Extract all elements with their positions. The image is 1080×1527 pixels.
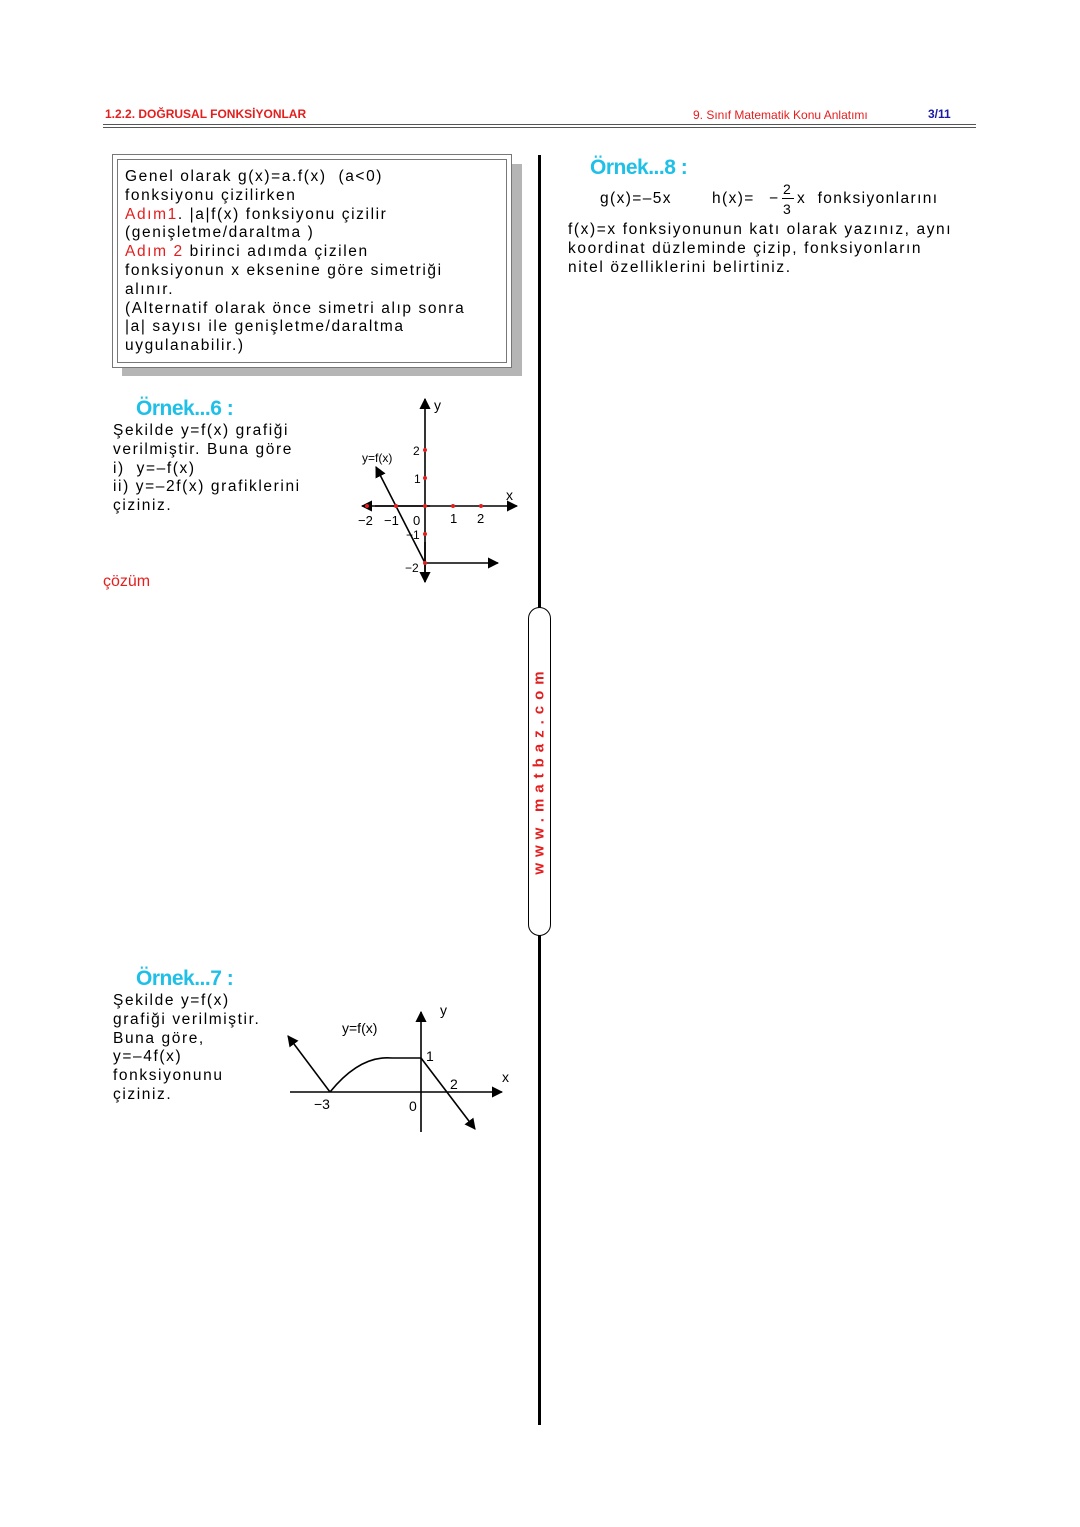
example-6-text (113, 422, 301, 516)
ex8-h-numerator: 2 (783, 181, 791, 197)
ex7-tick: 2 (450, 1076, 458, 1092)
ex6-line: i) y=–f(x) (113, 459, 196, 477)
step1-text: . |a|f(x) fonksiyonu çizilir (177, 205, 388, 223)
info-step2 (125, 243, 465, 262)
ex7-tick: −3 (314, 1096, 330, 1112)
example-6-title: Örnek...6 : (136, 397, 234, 420)
ex6-line: verilmiştir. Buna göre (113, 440, 293, 458)
ex7-y-label: y (440, 1002, 447, 1018)
ex7-x-label: x (502, 1069, 509, 1085)
solution-label: çözüm (103, 573, 151, 590)
ex6-point (423, 476, 427, 480)
ex8-line: f(x)=x fonksiyonunun katı olarak yazınız, aynı (568, 221, 953, 238)
ex6-line: ii) y=–2f(x) grafiklerini (113, 478, 301, 496)
header-section-title: 1.2.2. DOĞRUSAL FONKSİYONLAR (105, 107, 307, 121)
example-7-graph (280, 1000, 520, 1140)
info-line: uygulanabilir.) (125, 337, 245, 355)
info-line: alınır. (125, 280, 175, 298)
ex6-tick: 2 (477, 511, 485, 526)
ex7-tick: 1 (426, 1048, 434, 1064)
ex6-y-label: y (434, 397, 441, 413)
info-line: fonksiyonu çizilirken (125, 186, 297, 204)
info-line: (Alternatif olarak önce simetri alıp sonra (125, 299, 466, 317)
ex6-point (451, 504, 455, 508)
ex6-tick: 0 (413, 513, 421, 528)
ex7-func-label: y=f(x) (342, 1020, 378, 1036)
ex6-point (423, 561, 427, 565)
step1-label: Adım1 (125, 205, 178, 223)
example-8-text (568, 221, 952, 277)
info-line: fonksiyonun x eksenine göre simetriği (125, 261, 443, 279)
header-page-number: 3/11 (928, 107, 951, 121)
ex8-h-denominator: 3 (783, 201, 791, 217)
ex7-left-ray (288, 1036, 330, 1092)
ex7-right-ray (421, 1058, 475, 1129)
ex7-line: grafiği verilmiştir. (113, 1010, 261, 1028)
header-rule-top (103, 124, 976, 125)
ex6-point (423, 448, 427, 452)
ex6-point (479, 504, 483, 508)
ex8-line: koordinat düzleminde çizip, fonksiyonların (568, 239, 923, 257)
header-course-title: 9. Sınıf Matematik Konu Anlatımı (693, 108, 868, 122)
info-line: |a| sayısı ile genişletme/daraltma (125, 318, 405, 336)
info-box (112, 154, 512, 368)
watermark-text: www.matbaz.com (530, 665, 548, 875)
ex6-line: Şekilde y=f(x) grafiği (113, 422, 290, 439)
ex7-line: çiziniz. (113, 1085, 173, 1103)
ex7-line: Buna göre, (113, 1029, 205, 1047)
info-line: Genel olarak g(x)=a.f(x) (a<0) (125, 168, 384, 185)
ex6-func-label: y=f(x) (362, 451, 393, 465)
example-7-title: Örnek...7 : (136, 967, 234, 990)
step2-text: birinci adımda çizilen (183, 243, 369, 261)
ex6-line: çiziniz. (113, 497, 173, 515)
ex6-point (423, 532, 427, 536)
example-7-text (113, 992, 260, 1105)
info-line: (genişletme/daraltma ) (125, 224, 315, 242)
ex6-tick: 1 (450, 511, 458, 526)
ex6-point (394, 504, 398, 508)
ex6-tick: −1 (384, 513, 399, 528)
ex7-line: y=–4f(x) (113, 1048, 183, 1066)
ex6-tick: −2 (358, 513, 373, 528)
info-step1 (125, 206, 465, 225)
ex8-line: nitel özelliklerini belirtiniz. (568, 258, 792, 276)
ex7-tick: 0 (409, 1098, 417, 1114)
ex6-tick: −2 (405, 561, 419, 575)
ex7-line: Şekilde y=f(x) (113, 992, 230, 1009)
header-rule-bottom (103, 127, 976, 128)
ex7-line: fonksiyonunu (113, 1067, 224, 1085)
ex6-point (423, 504, 427, 508)
info-box-text (125, 168, 465, 356)
ex8-h-prefix: h(x)= (712, 190, 755, 207)
example-8-title: Örnek...8 : (590, 156, 688, 179)
ex6-point (365, 504, 369, 508)
ex6-tick: −1 (406, 528, 420, 542)
ex7-curve (330, 1058, 421, 1092)
ex8-h-suffix: x fonksiyonlarını (797, 190, 939, 207)
ex6-x-label: x (506, 487, 513, 503)
step2-label: Adım 2 (125, 243, 184, 261)
ex6-tick: 1 (414, 472, 421, 486)
ex8-fraction-bar (782, 198, 794, 199)
ex8-h-minus: − (769, 190, 779, 207)
example-6-graph (350, 392, 530, 592)
ex8-g-func: g(x)=–5x (600, 190, 672, 207)
ex6-tick: 2 (413, 444, 420, 458)
